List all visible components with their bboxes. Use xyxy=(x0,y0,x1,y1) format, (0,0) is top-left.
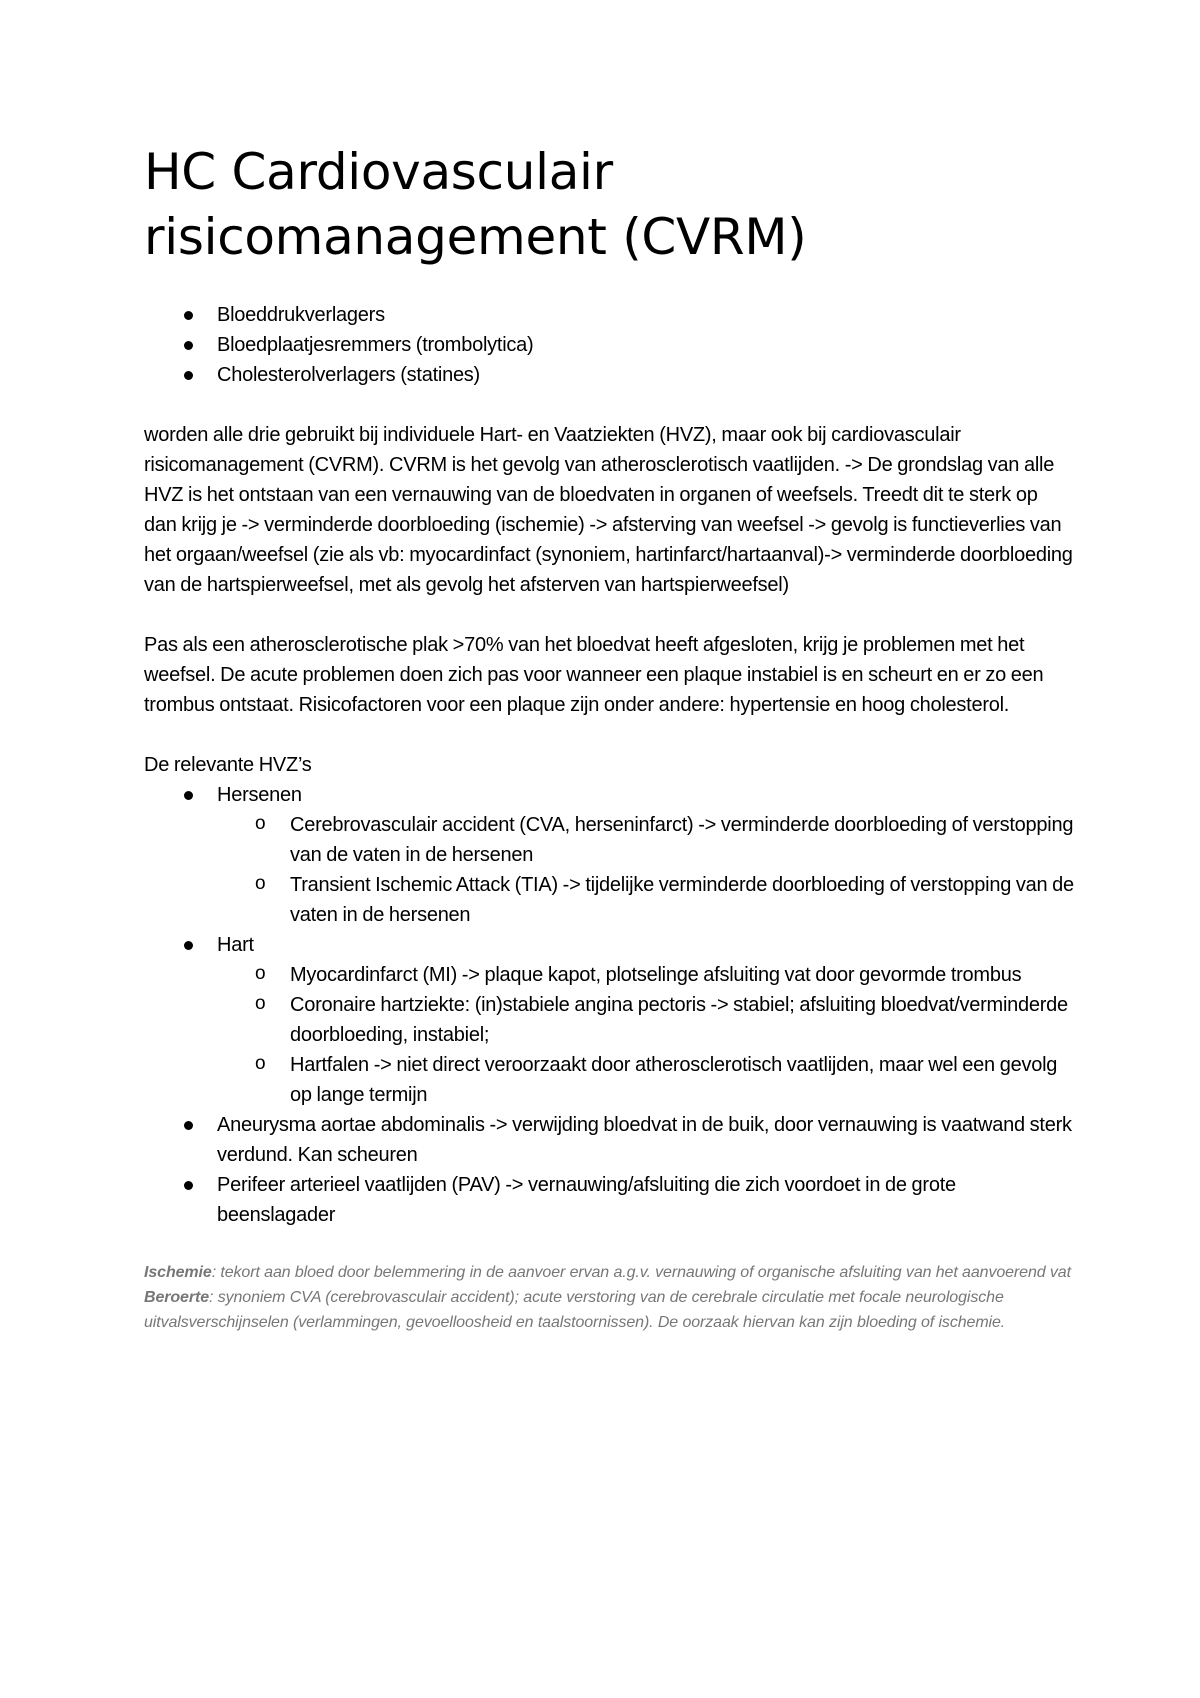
definition-beroerte xyxy=(144,1285,1074,1335)
hvz-item-label: Hart xyxy=(217,934,254,956)
definition-ischemie xyxy=(144,1260,1074,1285)
list-item: Cholesterolverlagers (statines) xyxy=(144,360,1074,390)
hvz-item-pav: Perifeer arterieel vaatlijden (PAV) -> vernauwing/afsluiting die zich voordoet in de grote beenslagader xyxy=(144,1170,1074,1230)
list-item: Bloedplaatjesremmers (trombolytica) xyxy=(144,330,1074,360)
hvz-list xyxy=(144,780,1074,1230)
list-item: o Coronaire hartziekte: (in)stabiele angina pectoris -> stabiel; afsluiting bloedvat/verminderde doorbloeding, instabiel; xyxy=(217,990,1074,1050)
definition-text: : synoniem CVA (cerebrovasculair accident); acute verstoring van de cerebrale circulatie met focale neurologische uitvalsverschijnselen (verlammingen, gevoelloosheid en taalstoornissen). De oorzaak hiervan kan zijn bloeding of ischemie. xyxy=(144,1289,1006,1331)
definitions-block xyxy=(144,1260,1074,1335)
hvz-heading: De relevante HVZ’s xyxy=(144,754,312,776)
hvz-item-hart xyxy=(144,930,1074,1110)
definition-text: : tekort aan bloed door belemmering in de aanvoer ervan a.g.v. vernauwing of organische afsluiting van het aanvoerend vat xyxy=(211,1264,1071,1281)
page-title: HC Cardiovasculair risicomanagement (CVRM) xyxy=(144,143,807,266)
paragraph-atherosclerosis: Pas als een atherosclerotische plak >70% van het bloedvat heeft afgesloten, krijg je problemen met het weefsel. De acute problemen doen zich pas voor wanneer een plaque instabiel is en scheurt en er zo een trombus ontstaat. Risicofactoren voor een plaque zijn onder andere: hypertensie en hoog cholesterol. xyxy=(144,634,1044,716)
list-item: o Cerebrovasculair accident (CVA, herseninfarct) -> verminderde doorbloeding of verstopping van de vaten in de hersenen xyxy=(217,810,1074,870)
list-item: Bloeddrukverlagers xyxy=(144,300,1074,330)
list-item: o Myocardinfarct (MI) -> plaque kapot, plotselinge afsluiting vat door gevormde trombus xyxy=(217,960,1074,990)
hvz-sublist xyxy=(217,810,1074,930)
hvz-item-aneurysma: Aneurysma aortae abdominalis -> verwijding bloedvat in de buik, door vernauwing is vaatwand sterk verdund. Kan scheuren xyxy=(144,1110,1074,1170)
hvz-item-hersenen xyxy=(144,780,1074,930)
document-content xyxy=(144,140,1074,1335)
paragraph-hvz-intro: worden alle drie gebruikt bij individuele Hart- en Vaatziekten (HVZ), maar ook bij cardiovasculair risicomanagement (CVRM). CVRM is het gevolg van atherosclerotisch vaatlijden. -> De grondslag van alle HVZ is het ontstaan van een vernauwing van de bloedvaten in organen of weefsels. Treedt dit te sterk op dan krijg je -> verminderde doorbloeding (ischemie) -> afsterving van weefsel -> gevolg is functieverlies van het orgaan/weefsel (zie als vb: myocardinfact (synoniem, hartinfarct/hartaanval)-> verminderde doorbloeding van de hartspierweefsel, met als gevolg het afsterven van hartspierweefsel) xyxy=(144,424,1073,596)
drug-list xyxy=(144,300,1074,390)
hvz-sublist xyxy=(217,960,1074,1110)
definition-term: Beroerte xyxy=(144,1289,210,1306)
hvz-item-label: Hersenen xyxy=(217,784,302,806)
definition-term: Ischemie xyxy=(144,1264,212,1281)
list-item: o Transient Ischemic Attack (TIA) -> tijdelijke verminderde doorbloeding of verstopping van de vaten in de hersenen xyxy=(217,870,1074,930)
list-item: o Hartfalen -> niet direct veroorzaakt door atherosclerotisch vaatlijden, maar wel een gevolg op lange termijn xyxy=(217,1050,1074,1110)
